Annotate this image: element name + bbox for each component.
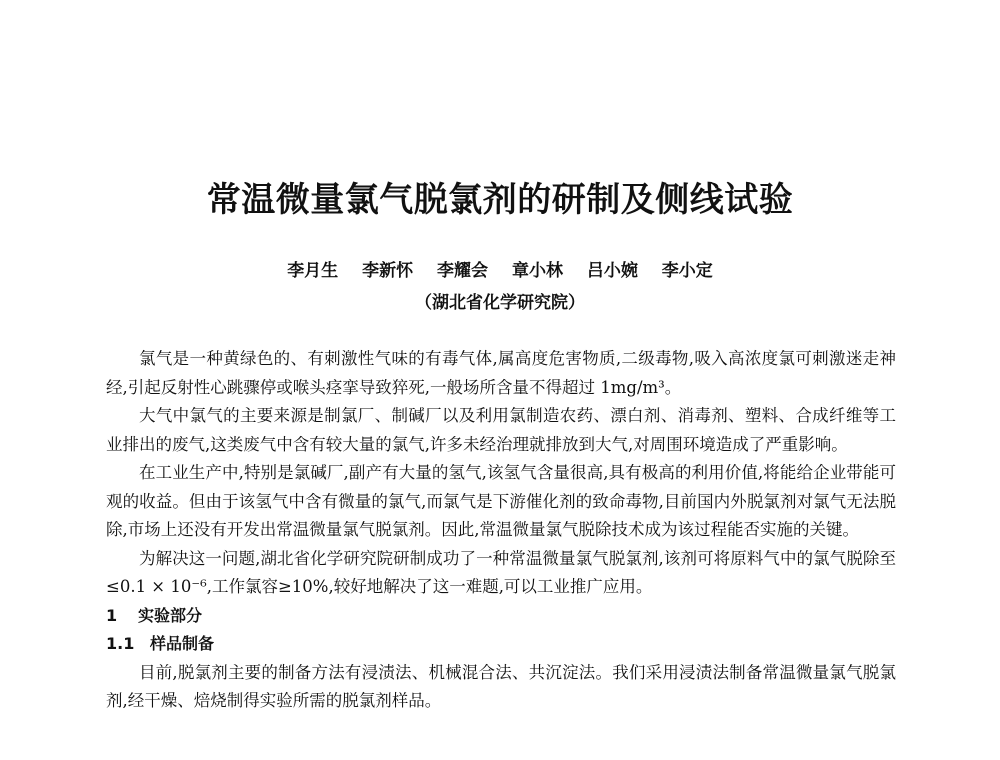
author-name: 李新怀 <box>362 261 414 281</box>
paragraph: 为解决这一问题,湖北省化学研究院研制成功了一种常温微量氯气脱氯剂,该剂可将原料气中的氯气脱除至≤0.1 × 10⁻⁶,工作氯容≥10%,较好地解决了这一难题,可以工业推广应用。 <box>106 548 896 596</box>
section-number: 1.1 <box>106 634 135 653</box>
author-name: 章小林 <box>511 261 563 281</box>
author-name: 李小定 <box>661 261 713 281</box>
section-title: 实验部分 <box>138 605 203 625</box>
author-name: 吕小婉 <box>586 261 638 281</box>
paper-title: 常温微量氯气脱氯剂的研制及侧线试验 <box>206 180 794 220</box>
section-heading-1 <box>106 602 896 631</box>
paragraph: 在工业生产中,特别是氯碱厂,副产有大量的氢气,该氢气含量很高,具有极高的利用价值,将能给企业带能可观的收益。但由于该氢气中含有微量的氯气,而氯气是下游催化剂的致命毒物,目前国内外脱氯剂对氯气无法脱除,市场上还没有开发出常温微量氯气脱氯剂。因此,常温微量氯气脱除技术成为该过程能否实施的关键。 <box>106 463 896 539</box>
section-heading-1-1 <box>106 630 896 659</box>
author-name: 李耀会 <box>437 261 489 281</box>
section-title: 样品制备 <box>150 634 215 653</box>
author-name: 李月生 <box>287 261 339 281</box>
paragraph: 目前,脱氯剂主要的制备方法有浸渍法、机械混合法、共沉淀法。我们采用浸渍法制备常温微量氯气脱氯剂,经干燥、焙烧制得实验所需的脱氯剂样品。 <box>106 662 896 710</box>
paragraph: 氯气是一种黄绿色的、有刺激性气味的有毒气体,属高度危害物质,二级毒物,吸入高浓度氯可刺激迷走神经,引起反射性心跳骤停或喉头痉挛导致猝死,一般场所含量不得超过 1mg/m³。 <box>106 349 896 397</box>
author-list <box>0 256 1000 281</box>
body-text <box>106 345 896 716</box>
author-affiliation: （湖北省化学研究院） <box>415 293 585 313</box>
paragraph: 大气中氯气的主要来源是制氯厂、制碱厂以及利用氯制造农药、漂白剂、消毒剂、塑料、合成纤维等工业排出的废气,这类废气中含有较大量的氯气,许多未经治理就排放到大气,对周围环境造成了严重影响。 <box>106 406 896 454</box>
section-number: 1 <box>106 605 118 625</box>
